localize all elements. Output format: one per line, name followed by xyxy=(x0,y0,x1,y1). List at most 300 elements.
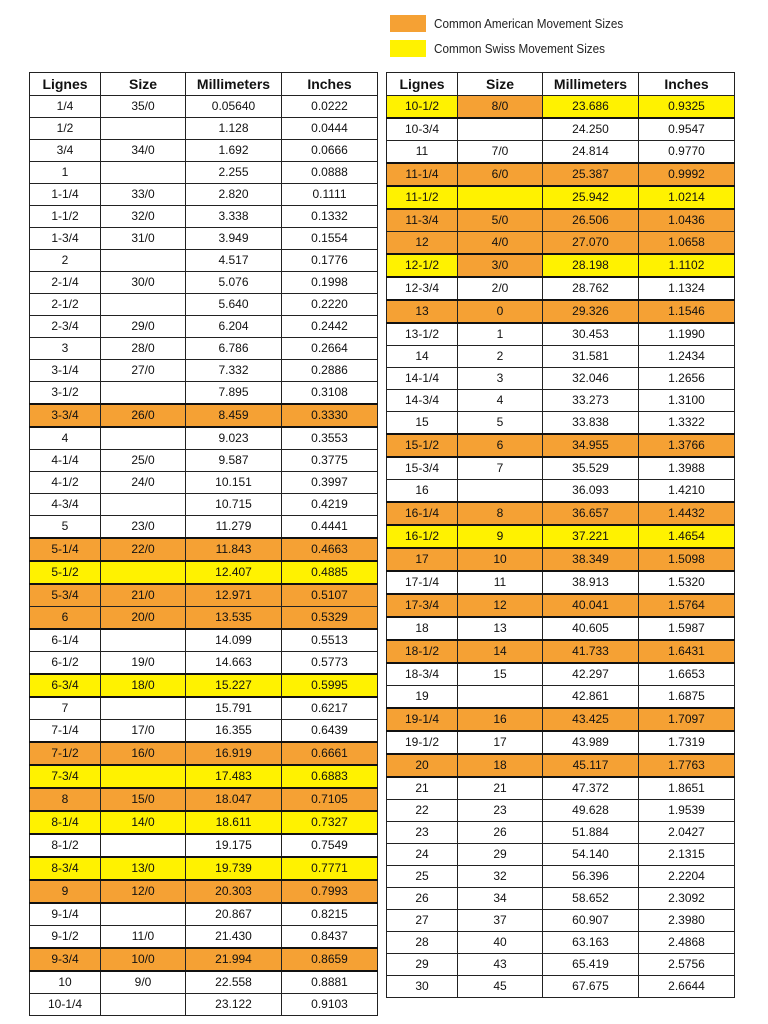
lignes-cell: 8 xyxy=(30,788,101,811)
inches-cell: 0.5773 xyxy=(282,652,378,675)
header-size: Size xyxy=(101,73,186,96)
size-cell: 10 xyxy=(458,548,543,571)
millimeters-cell: 33.273 xyxy=(543,390,639,412)
american-swatch xyxy=(390,15,426,32)
millimeters-cell: 17.483 xyxy=(186,765,282,788)
legend-item-american xyxy=(390,11,644,36)
inches-cell: 1.1102 xyxy=(639,254,735,277)
millimeters-cell: 14.663 xyxy=(186,652,282,675)
inches-cell: 0.3553 xyxy=(282,427,378,450)
millimeters-cell: 16.919 xyxy=(186,742,282,765)
table-row xyxy=(387,186,735,209)
size-cell xyxy=(101,834,186,857)
lignes-cell: 19 xyxy=(387,686,458,709)
millimeters-cell: 56.396 xyxy=(543,866,639,888)
millimeters-cell: 42.297 xyxy=(543,663,639,686)
millimeters-cell: 42.861 xyxy=(543,686,639,709)
inches-cell: 0.9103 xyxy=(282,994,378,1016)
inches-cell: 0.0222 xyxy=(282,96,378,118)
table-row xyxy=(30,140,378,162)
millimeters-cell: 10.715 xyxy=(186,494,282,516)
lignes-cell: 1/4 xyxy=(30,96,101,118)
inches-cell: 1.1546 xyxy=(639,300,735,323)
inches-cell: 2.3092 xyxy=(639,888,735,910)
lignes-cell: 17 xyxy=(387,548,458,571)
size-cell: 31/0 xyxy=(101,228,186,250)
inches-cell: 1.0214 xyxy=(639,186,735,209)
lignes-cell: 19-1/4 xyxy=(387,708,458,731)
millimeters-cell: 11.843 xyxy=(186,538,282,561)
table-row xyxy=(30,584,378,607)
table-row xyxy=(30,228,378,250)
size-cell: 15 xyxy=(458,663,543,686)
size-cell: 9 xyxy=(458,525,543,548)
millimeters-cell: 5.076 xyxy=(186,272,282,294)
lignes-cell: 15 xyxy=(387,412,458,435)
millimeters-cell: 4.517 xyxy=(186,250,282,272)
table-row xyxy=(387,277,735,300)
legend xyxy=(390,11,644,61)
inches-cell: 2.0427 xyxy=(639,822,735,844)
lignes-cell: 9-1/4 xyxy=(30,903,101,926)
inches-cell: 0.8659 xyxy=(282,948,378,971)
size-cell: 2/0 xyxy=(458,277,543,300)
table-row xyxy=(30,472,378,494)
size-cell: 11/0 xyxy=(101,926,186,949)
size-cell: 8/0 xyxy=(458,96,543,119)
millimeters-cell: 23.686 xyxy=(543,96,639,119)
table-row xyxy=(30,494,378,516)
millimeters-cell: 21.994 xyxy=(186,948,282,971)
inches-cell: 0.2442 xyxy=(282,316,378,338)
table-row xyxy=(30,294,378,316)
lignes-cell: 16-1/4 xyxy=(387,502,458,525)
size-cell: 34 xyxy=(458,888,543,910)
size-cell: 17/0 xyxy=(101,720,186,743)
header-row xyxy=(30,73,378,96)
table-row xyxy=(30,272,378,294)
size-cell: 45 xyxy=(458,976,543,998)
inches-cell: 0.1554 xyxy=(282,228,378,250)
table-row xyxy=(387,800,735,822)
table-row xyxy=(387,480,735,503)
inches-cell: 1.7097 xyxy=(639,708,735,731)
table-row xyxy=(387,571,735,594)
millimeters-cell: 16.355 xyxy=(186,720,282,743)
table-row xyxy=(30,971,378,994)
lignes-cell: 3-1/2 xyxy=(30,382,101,405)
lignes-cell: 11-1/4 xyxy=(387,163,458,186)
size-cell: 8 xyxy=(458,502,543,525)
table-row xyxy=(30,765,378,788)
millimeters-cell: 25.942 xyxy=(543,186,639,209)
table-row xyxy=(30,162,378,184)
table-row xyxy=(387,502,735,525)
size-cell: 0 xyxy=(458,300,543,323)
table-row xyxy=(30,404,378,427)
table-row xyxy=(387,118,735,141)
inches-cell: 0.0666 xyxy=(282,140,378,162)
lignes-cell: 1-1/2 xyxy=(30,206,101,228)
header-row xyxy=(387,73,735,96)
lignes-cell: 15-1/2 xyxy=(387,434,458,457)
millimeters-cell: 45.117 xyxy=(543,754,639,777)
inches-cell: 0.3330 xyxy=(282,404,378,427)
swiss-swatch xyxy=(390,40,426,57)
table-row xyxy=(30,697,378,720)
table-row xyxy=(30,450,378,472)
size-cell xyxy=(101,250,186,272)
millimeters-cell: 11.279 xyxy=(186,516,282,539)
table-row xyxy=(30,742,378,765)
lignes-cell: 14-1/4 xyxy=(387,368,458,390)
legend-label: Common Swiss Movement Sizes xyxy=(434,41,605,56)
header-inches: Inches xyxy=(639,73,735,96)
table-row xyxy=(30,338,378,360)
lignes-cell: 7-1/2 xyxy=(30,742,101,765)
size-cell: 20/0 xyxy=(101,607,186,630)
inches-cell: 0.9770 xyxy=(639,141,735,164)
millimeters-cell: 18.047 xyxy=(186,788,282,811)
millimeters-cell: 8.459 xyxy=(186,404,282,427)
lignes-cell: 2-1/4 xyxy=(30,272,101,294)
header-lignes: Lignes xyxy=(30,73,101,96)
table-row xyxy=(30,788,378,811)
size-cell: 5 xyxy=(458,412,543,435)
lignes-cell: 23 xyxy=(387,822,458,844)
lignes-cell: 12-3/4 xyxy=(387,277,458,300)
table-row xyxy=(387,346,735,368)
inches-cell: 1.5764 xyxy=(639,594,735,617)
inches-cell: 0.8881 xyxy=(282,971,378,994)
lignes-cell: 18-3/4 xyxy=(387,663,458,686)
size-cell: 12 xyxy=(458,594,543,617)
lignes-cell: 18 xyxy=(387,617,458,640)
table-row xyxy=(30,427,378,450)
size-cell: 14 xyxy=(458,640,543,663)
inches-cell: 0.7327 xyxy=(282,811,378,834)
lignes-cell: 20 xyxy=(387,754,458,777)
millimeters-cell: 21.430 xyxy=(186,926,282,949)
size-cell xyxy=(101,697,186,720)
table-row xyxy=(387,457,735,480)
table-row xyxy=(387,822,735,844)
lignes-cell: 4 xyxy=(30,427,101,450)
inches-cell: 2.2204 xyxy=(639,866,735,888)
inches-cell: 1.3100 xyxy=(639,390,735,412)
size-cell: 29/0 xyxy=(101,316,186,338)
millimeters-cell: 18.611 xyxy=(186,811,282,834)
inches-cell: 0.4885 xyxy=(282,561,378,584)
millimeters-cell: 36.657 xyxy=(543,502,639,525)
size-cell xyxy=(101,162,186,184)
millimeters-cell: 32.046 xyxy=(543,368,639,390)
inches-cell: 1.8651 xyxy=(639,777,735,800)
millimeters-cell: 24.250 xyxy=(543,118,639,141)
lignes-cell: 13-1/2 xyxy=(387,323,458,346)
inches-cell: 0.7993 xyxy=(282,880,378,903)
inches-cell: 0.6883 xyxy=(282,765,378,788)
table-row xyxy=(387,640,735,663)
lignes-cell: 4-3/4 xyxy=(30,494,101,516)
inches-cell: 0.8215 xyxy=(282,903,378,926)
size-cell: 18 xyxy=(458,754,543,777)
size-cell xyxy=(458,118,543,141)
sizes-table-left xyxy=(29,72,378,1016)
lignes-cell: 6-1/2 xyxy=(30,652,101,675)
millimeters-cell: 30.453 xyxy=(543,323,639,346)
inches-cell: 1.2656 xyxy=(639,368,735,390)
size-cell: 21 xyxy=(458,777,543,800)
millimeters-cell: 58.652 xyxy=(543,888,639,910)
table-row xyxy=(387,209,735,232)
inches-cell: 1.0658 xyxy=(639,232,735,255)
lignes-cell: 11 xyxy=(387,141,458,164)
millimeters-cell: 10.151 xyxy=(186,472,282,494)
table-row xyxy=(387,141,735,164)
size-cell xyxy=(101,994,186,1016)
millimeters-cell: 35.529 xyxy=(543,457,639,480)
size-cell: 23 xyxy=(458,800,543,822)
lignes-cell: 6-3/4 xyxy=(30,674,101,697)
table-row xyxy=(387,300,735,323)
lignes-cell: 7 xyxy=(30,697,101,720)
lignes-cell: 3-3/4 xyxy=(30,404,101,427)
table-row xyxy=(30,561,378,584)
table-row xyxy=(387,708,735,731)
inches-cell: 0.1998 xyxy=(282,272,378,294)
lignes-cell: 10-3/4 xyxy=(387,118,458,141)
lignes-cell: 15-3/4 xyxy=(387,457,458,480)
inches-cell: 0.3775 xyxy=(282,450,378,472)
size-cell: 7/0 xyxy=(458,141,543,164)
inches-cell: 0.2886 xyxy=(282,360,378,382)
inches-cell: 0.5329 xyxy=(282,607,378,630)
inches-cell: 1.4432 xyxy=(639,502,735,525)
millimeters-cell: 40.605 xyxy=(543,617,639,640)
lignes-cell: 7-1/4 xyxy=(30,720,101,743)
inches-cell: 0.5107 xyxy=(282,584,378,607)
lignes-cell: 4-1/4 xyxy=(30,450,101,472)
inches-cell: 0.9547 xyxy=(639,118,735,141)
table-row xyxy=(387,731,735,754)
millimeters-cell: 28.762 xyxy=(543,277,639,300)
millimeters-cell: 43.425 xyxy=(543,708,639,731)
inches-cell: 1.0436 xyxy=(639,209,735,232)
inches-cell: 0.5995 xyxy=(282,674,378,697)
size-cell: 11 xyxy=(458,571,543,594)
lignes-cell: 11-3/4 xyxy=(387,209,458,232)
millimeters-cell: 19.739 xyxy=(186,857,282,880)
lignes-cell: 30 xyxy=(387,976,458,998)
table-row xyxy=(30,516,378,539)
inches-cell: 0.2220 xyxy=(282,294,378,316)
lignes-cell: 18-1/2 xyxy=(387,640,458,663)
inches-cell: 1.7319 xyxy=(639,731,735,754)
millimeters-cell: 27.070 xyxy=(543,232,639,255)
lignes-cell: 13 xyxy=(387,300,458,323)
millimeters-cell: 60.907 xyxy=(543,910,639,932)
size-cell: 30/0 xyxy=(101,272,186,294)
lignes-cell: 9 xyxy=(30,880,101,903)
table-row xyxy=(387,888,735,910)
size-cell: 43 xyxy=(458,954,543,976)
inches-cell: 1.5320 xyxy=(639,571,735,594)
millimeters-cell: 25.387 xyxy=(543,163,639,186)
size-cell xyxy=(101,765,186,788)
lignes-cell: 3-1/4 xyxy=(30,360,101,382)
lignes-cell: 5 xyxy=(30,516,101,539)
size-cell xyxy=(458,480,543,503)
size-cell: 16 xyxy=(458,708,543,731)
table-row xyxy=(30,360,378,382)
size-cell: 32/0 xyxy=(101,206,186,228)
table-row xyxy=(387,525,735,548)
size-cell: 22/0 xyxy=(101,538,186,561)
lignes-cell: 2-1/2 xyxy=(30,294,101,316)
millimeters-cell: 12.971 xyxy=(186,584,282,607)
millimeters-cell: 38.349 xyxy=(543,548,639,571)
inches-cell: 2.3980 xyxy=(639,910,735,932)
lignes-cell: 14 xyxy=(387,346,458,368)
table-row xyxy=(387,323,735,346)
lignes-cell: 12-1/2 xyxy=(387,254,458,277)
inches-cell: 1.2434 xyxy=(639,346,735,368)
lignes-cell: 19-1/2 xyxy=(387,731,458,754)
lignes-cell: 8-3/4 xyxy=(30,857,101,880)
table-row xyxy=(30,834,378,857)
inches-cell: 1.3766 xyxy=(639,434,735,457)
millimeters-cell: 20.867 xyxy=(186,903,282,926)
size-cell: 3 xyxy=(458,368,543,390)
table-row xyxy=(387,954,735,976)
size-cell: 34/0 xyxy=(101,140,186,162)
table-row xyxy=(387,548,735,571)
table-row xyxy=(387,910,735,932)
size-cell: 3/0 xyxy=(458,254,543,277)
millimeters-cell: 2.820 xyxy=(186,184,282,206)
size-cell: 26/0 xyxy=(101,404,186,427)
millimeters-cell: 49.628 xyxy=(543,800,639,822)
inches-cell: 1.5098 xyxy=(639,548,735,571)
table-row xyxy=(30,382,378,405)
inches-cell: 1.1324 xyxy=(639,277,735,300)
millimeters-cell: 7.895 xyxy=(186,382,282,405)
table-row xyxy=(30,857,378,880)
lignes-cell: 1/2 xyxy=(30,118,101,140)
millimeters-cell: 19.175 xyxy=(186,834,282,857)
size-cell xyxy=(101,294,186,316)
size-cell: 4 xyxy=(458,390,543,412)
table-row xyxy=(30,880,378,903)
lignes-cell: 16-1/2 xyxy=(387,525,458,548)
table-row xyxy=(387,976,735,998)
lignes-cell: 2-3/4 xyxy=(30,316,101,338)
table-row xyxy=(387,232,735,255)
millimeters-cell: 51.884 xyxy=(543,822,639,844)
table-row xyxy=(387,434,735,457)
millimeters-cell: 34.955 xyxy=(543,434,639,457)
millimeters-cell: 43.989 xyxy=(543,731,639,754)
inches-cell: 1.7763 xyxy=(639,754,735,777)
size-cell: 10/0 xyxy=(101,948,186,971)
table-row xyxy=(30,96,378,118)
size-cell: 18/0 xyxy=(101,674,186,697)
table-row xyxy=(387,663,735,686)
table-row xyxy=(30,652,378,675)
size-cell: 40 xyxy=(458,932,543,954)
millimeters-cell: 0.05640 xyxy=(186,96,282,118)
size-cell: 33/0 xyxy=(101,184,186,206)
lignes-cell: 14-3/4 xyxy=(387,390,458,412)
millimeters-cell: 22.558 xyxy=(186,971,282,994)
table-row xyxy=(30,720,378,743)
size-cell: 16/0 xyxy=(101,742,186,765)
millimeters-cell: 67.675 xyxy=(543,976,639,998)
lignes-cell: 21 xyxy=(387,777,458,800)
millimeters-cell: 14.099 xyxy=(186,629,282,652)
table-row xyxy=(387,866,735,888)
size-cell: 13/0 xyxy=(101,857,186,880)
millimeters-cell: 12.407 xyxy=(186,561,282,584)
size-cell: 6 xyxy=(458,434,543,457)
inches-cell: 1.6431 xyxy=(639,640,735,663)
size-cell xyxy=(101,629,186,652)
lignes-cell: 24 xyxy=(387,844,458,866)
millimeters-cell: 40.041 xyxy=(543,594,639,617)
size-cell: 25/0 xyxy=(101,450,186,472)
lignes-cell: 28 xyxy=(387,932,458,954)
header-lignes: Lignes xyxy=(387,73,458,96)
table-row xyxy=(387,412,735,435)
table-row xyxy=(30,184,378,206)
table-row xyxy=(30,118,378,140)
inches-cell: 1.4654 xyxy=(639,525,735,548)
inches-cell: 1.3988 xyxy=(639,457,735,480)
lignes-cell: 6 xyxy=(30,607,101,630)
inches-cell: 0.4219 xyxy=(282,494,378,516)
size-cell: 2 xyxy=(458,346,543,368)
lignes-cell: 17-3/4 xyxy=(387,594,458,617)
inches-cell: 0.1332 xyxy=(282,206,378,228)
lignes-cell: 8-1/2 xyxy=(30,834,101,857)
size-cell: 28/0 xyxy=(101,338,186,360)
millimeters-cell: 65.419 xyxy=(543,954,639,976)
legend-item-swiss xyxy=(390,36,644,61)
millimeters-cell: 15.791 xyxy=(186,697,282,720)
inches-cell: 0.5513 xyxy=(282,629,378,652)
size-cell: 4/0 xyxy=(458,232,543,255)
size-cell xyxy=(101,382,186,405)
table-row xyxy=(30,948,378,971)
millimeters-cell: 33.838 xyxy=(543,412,639,435)
inches-cell: 0.7771 xyxy=(282,857,378,880)
inches-cell: 2.5756 xyxy=(639,954,735,976)
table-row xyxy=(30,994,378,1016)
inches-cell: 1.6653 xyxy=(639,663,735,686)
millimeters-cell: 13.535 xyxy=(186,607,282,630)
millimeters-cell: 37.221 xyxy=(543,525,639,548)
millimeters-cell: 29.326 xyxy=(543,300,639,323)
table-row xyxy=(387,777,735,800)
size-cell xyxy=(101,561,186,584)
inches-cell: 0.4441 xyxy=(282,516,378,539)
inches-cell: 0.4663 xyxy=(282,538,378,561)
size-cell: 37 xyxy=(458,910,543,932)
size-cell xyxy=(458,686,543,709)
lignes-cell: 5-3/4 xyxy=(30,584,101,607)
millimeters-cell: 24.814 xyxy=(543,141,639,164)
